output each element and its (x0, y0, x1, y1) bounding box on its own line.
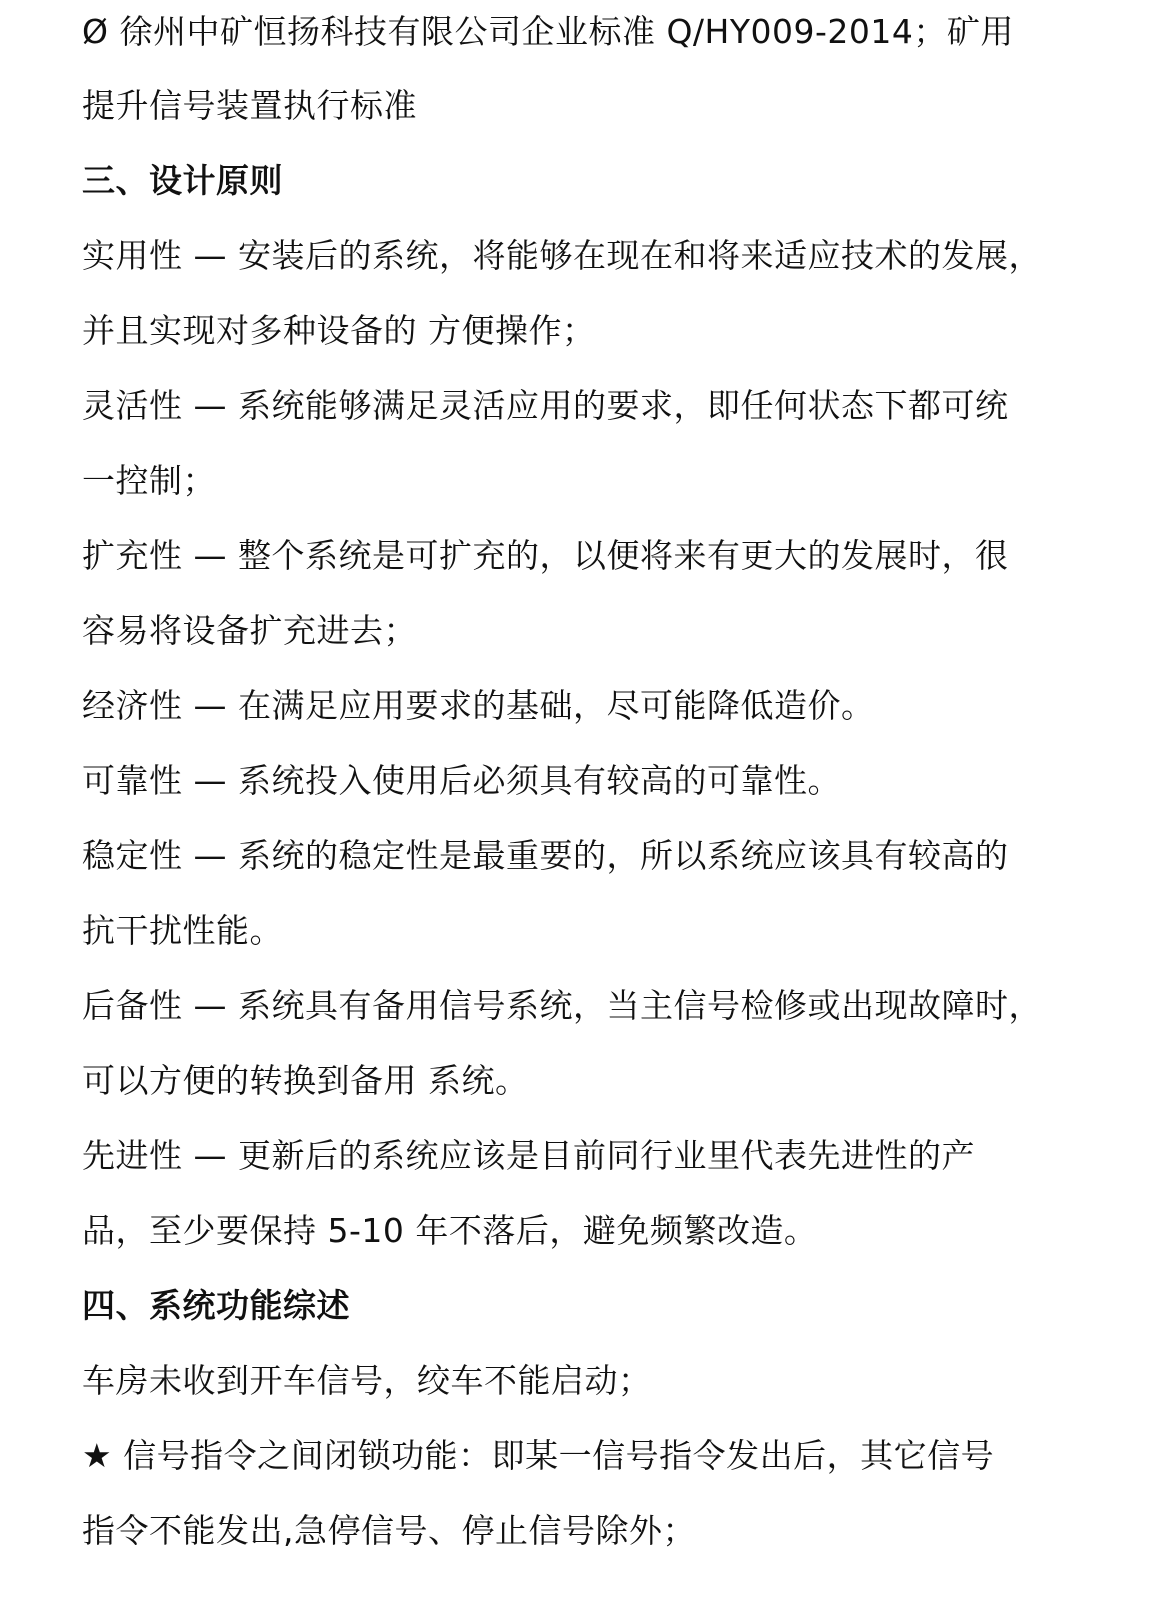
section-heading-design-principles: 三、设计原则 (82, 161, 283, 200)
function-start-interlock: 车房未收到开车信号，绞车不能启动； (82, 1361, 652, 1400)
function-signal-interlock: ★ 信号指令之间闭锁功能：即某一信号指令发出后，其它信号 (82, 1436, 995, 1475)
principle-stability: 稳定性 — 系统的稳定性是最重要的，所以系统应该具有较高的 (82, 836, 1009, 875)
section-heading-system-functions: 四、系统功能综述 (82, 1286, 350, 1325)
principle-advancement-continuation: 品，至少要保持 5-10 年不落后，避免频繁改造。 (82, 1211, 818, 1250)
function-signal-interlock-continuation: 指令不能发出,急停信号、停止信号除外； (82, 1511, 696, 1550)
principle-backup: 后备性 — 系统具有备用信号系统，当主信号检修或出现故障时， (82, 986, 1042, 1025)
principle-practicality-continuation: 并且实现对多种设备的 方便操作； (82, 311, 596, 350)
principle-expandability: 扩充性 — 整个系统是可扩充的，以便将来有更大的发展时，很 (82, 536, 1009, 575)
standard-bullet-continuation: 提升信号装置执行标准 (82, 86, 417, 125)
principle-practicality: 实用性 — 安装后的系统，将能够在现在和将来适应技术的发展， (82, 236, 1042, 275)
principle-economy: 经济性 — 在满足应用要求的基础，尽可能降低造价。 (82, 686, 875, 725)
principle-flexibility: 灵活性 — 系统能够满足灵活应用的要求，即任何状态下都可统 (82, 386, 1009, 425)
principle-stability-continuation: 抗干扰性能。 (82, 911, 283, 950)
principle-advancement: 先进性 — 更新后的系统应该是目前同行业里代表先进性的产 (82, 1136, 975, 1175)
principle-reliability: 可靠性 — 系统投入使用后必须具有较高的可靠性。 (82, 761, 841, 800)
standard-bullet-line: Ø 徐州中矿恒扬科技有限公司企业标准 Q/HY009-2014；矿用 (82, 12, 1014, 51)
principle-flexibility-continuation: 一控制； (82, 461, 216, 500)
principle-expandability-continuation: 容易将设备扩充进去； (82, 611, 417, 650)
principle-backup-continuation: 可以方便的转换到备用 系统。 (82, 1061, 529, 1100)
